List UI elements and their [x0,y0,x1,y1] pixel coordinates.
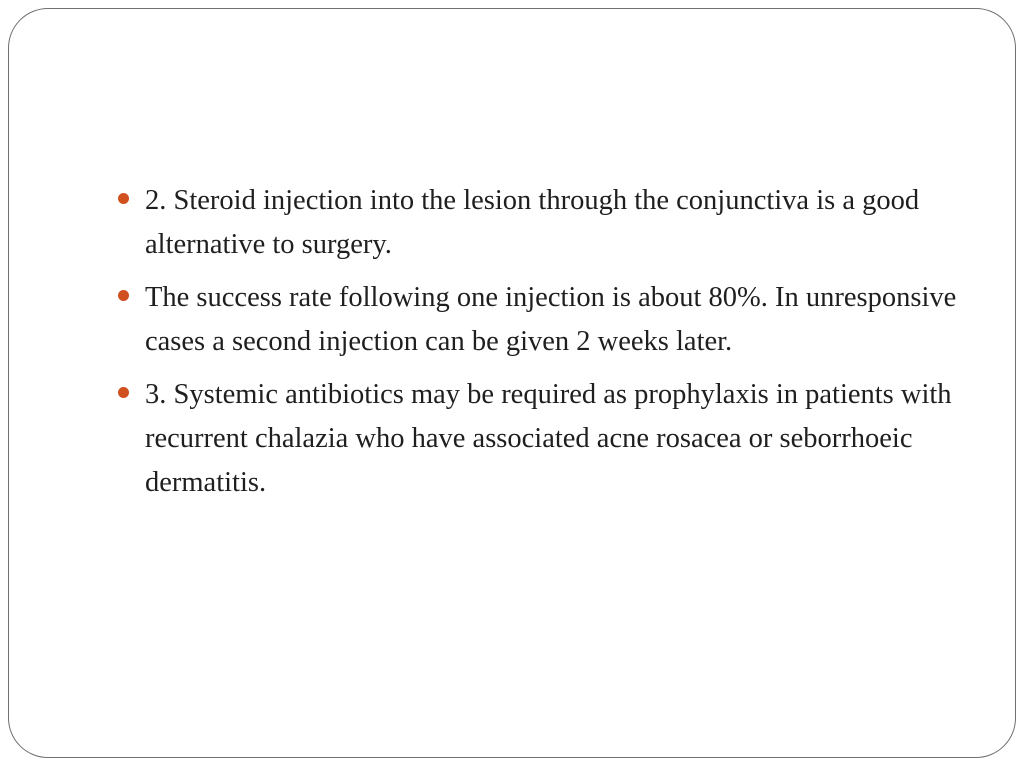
slide-frame [8,8,1016,758]
bullet-text: 2. Steroid injection into the lesion through the conjunctiva is a good alternative to surgery. [145,185,920,260]
bullet-text: The success rate following one injection is about 80%. In unresponsive cases a second injection can be given 2 weeks later. [145,282,957,357]
bullet-item [117,373,967,505]
bullet-text: 3. Systemic antibiotics may be required as prophylaxis in patients with recurrent chalazia who have associated acne rosacea or seborrhoeic dermatitis. [145,379,952,498]
bullet-list [117,179,967,514]
bullet-item [117,276,967,364]
bullet-dot-icon [118,290,129,301]
bullet-dot-icon [118,387,129,398]
bullet-dot-icon [118,193,129,204]
bullet-item [117,179,967,267]
